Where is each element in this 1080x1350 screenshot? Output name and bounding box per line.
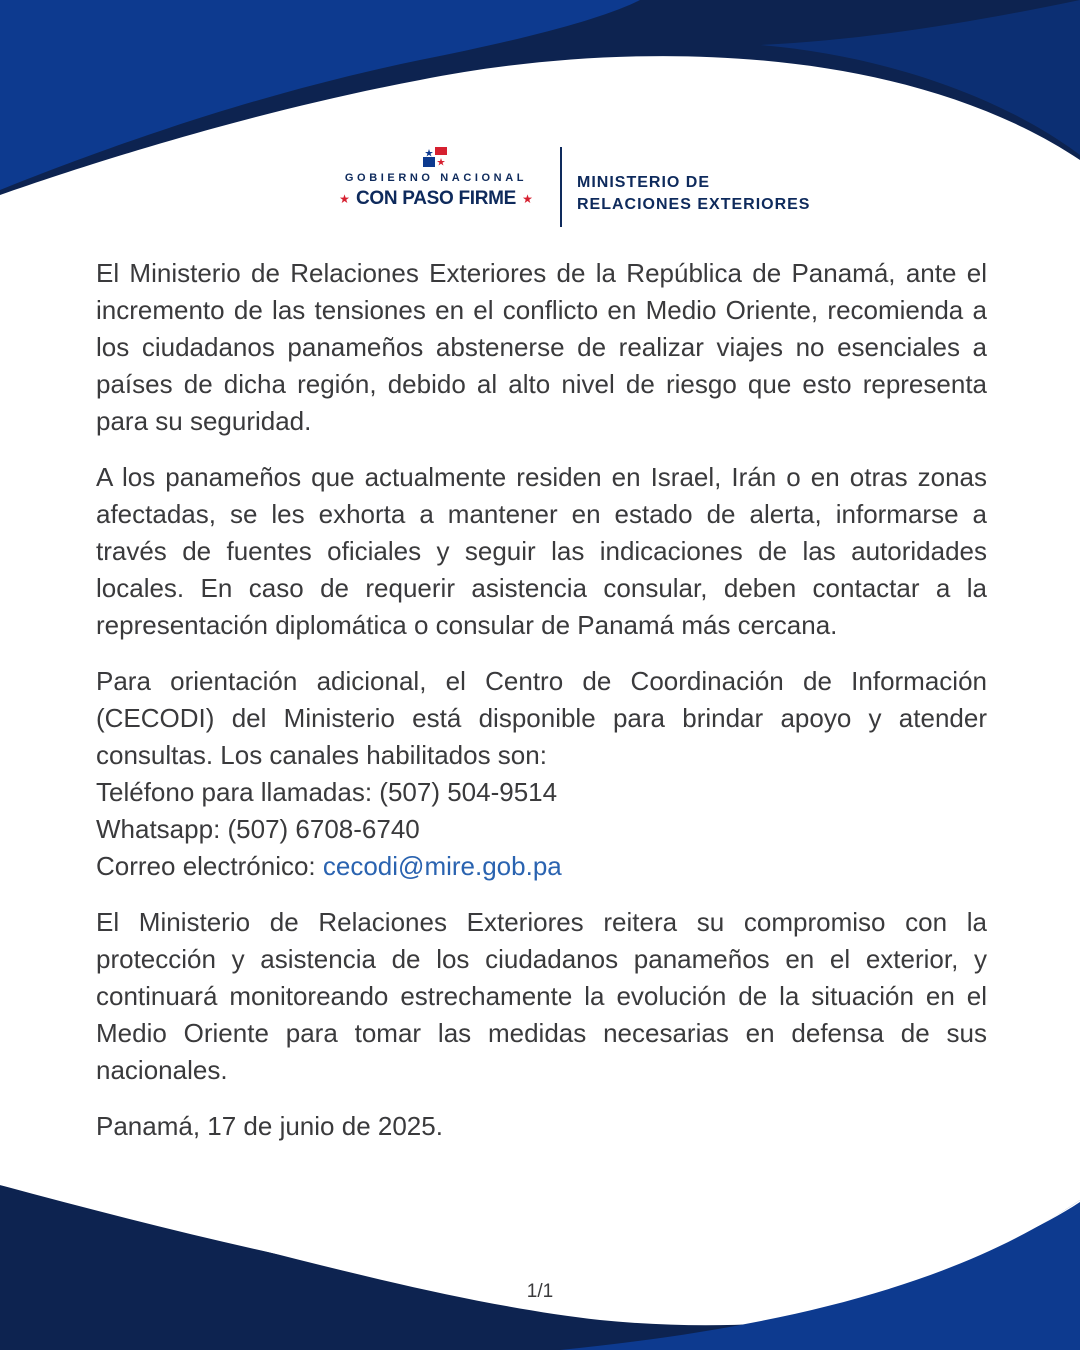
page-number: 1/1 [526, 1281, 554, 1302]
star-icon: ★ [339, 192, 350, 206]
date-line: Panamá, 17 de junio de 2025. [96, 1111, 443, 1141]
paragraph-2: A los panameños que actualmente residen en Israel, Irán o en otras zonas afectadas, se les exhorta a mantener en estado de alerta, informarse a través de fuentes oficiales y seguir las indicaciones de las autoridades locales. En caso de requerir asistencia consular, deben contactar a la representación diplomática o consular de Panamá más cercana. [96, 462, 987, 640]
statement-body [96, 255, 987, 1164]
contact-block [96, 663, 987, 885]
star-icon: ★ [522, 192, 533, 206]
email-link[interactable]: cecodi@mire.gob.pa [322, 851, 562, 881]
paragraph-1: El Ministerio de Relaciones Exteriores de la República de Panamá, ante el incremento de las tensiones en el conflicto en Medio Oriente, recomienda a los ciudadanos panameños abstenerse de realizar viajes no esenciales a países de dicha región, debido al alto nivel de riesgo que esto representa para su seguridad. [96, 258, 987, 436]
phone-line: Teléfono para llamadas: (507) 504-9514 [96, 777, 558, 807]
ministry-line-2: RELACIONES EXTERIORES [577, 196, 811, 213]
paragraph-3: Para orientación adicional, el Centro de Coordinación de Información (CECODI) del Ministerio está disponible para brindar apoyo y atender consultas. Los canales habilitados son: [96, 666, 987, 770]
ministry-name [577, 172, 810, 216]
letterhead [0, 145, 1080, 230]
ministry-line-1: MINISTERIO DE [577, 174, 711, 191]
government-slogan-row [318, 189, 554, 209]
government-name: GOBIERNO NACIONAL [344, 172, 528, 184]
email-line [96, 848, 987, 885]
paragraph-4: El Ministerio de Relaciones Exteriores reitera su compromiso con la protección y asistencia de los ciudadanos panameños en el exterior, y continuará monitoreando estrechamente la evolución de la situación en el Medio Oriente para tomar las medidas necesarias en defensa de sus nacionales. [96, 907, 987, 1085]
email-label: Correo electrónico: [96, 851, 323, 881]
whatsapp-line: Whatsapp: (507) 6708-6740 [96, 814, 420, 844]
government-logo [318, 145, 554, 230]
logo-divider [560, 147, 562, 227]
panama-flag-icon [423, 147, 447, 167]
government-slogan: CON PASO FIRME [355, 188, 517, 209]
